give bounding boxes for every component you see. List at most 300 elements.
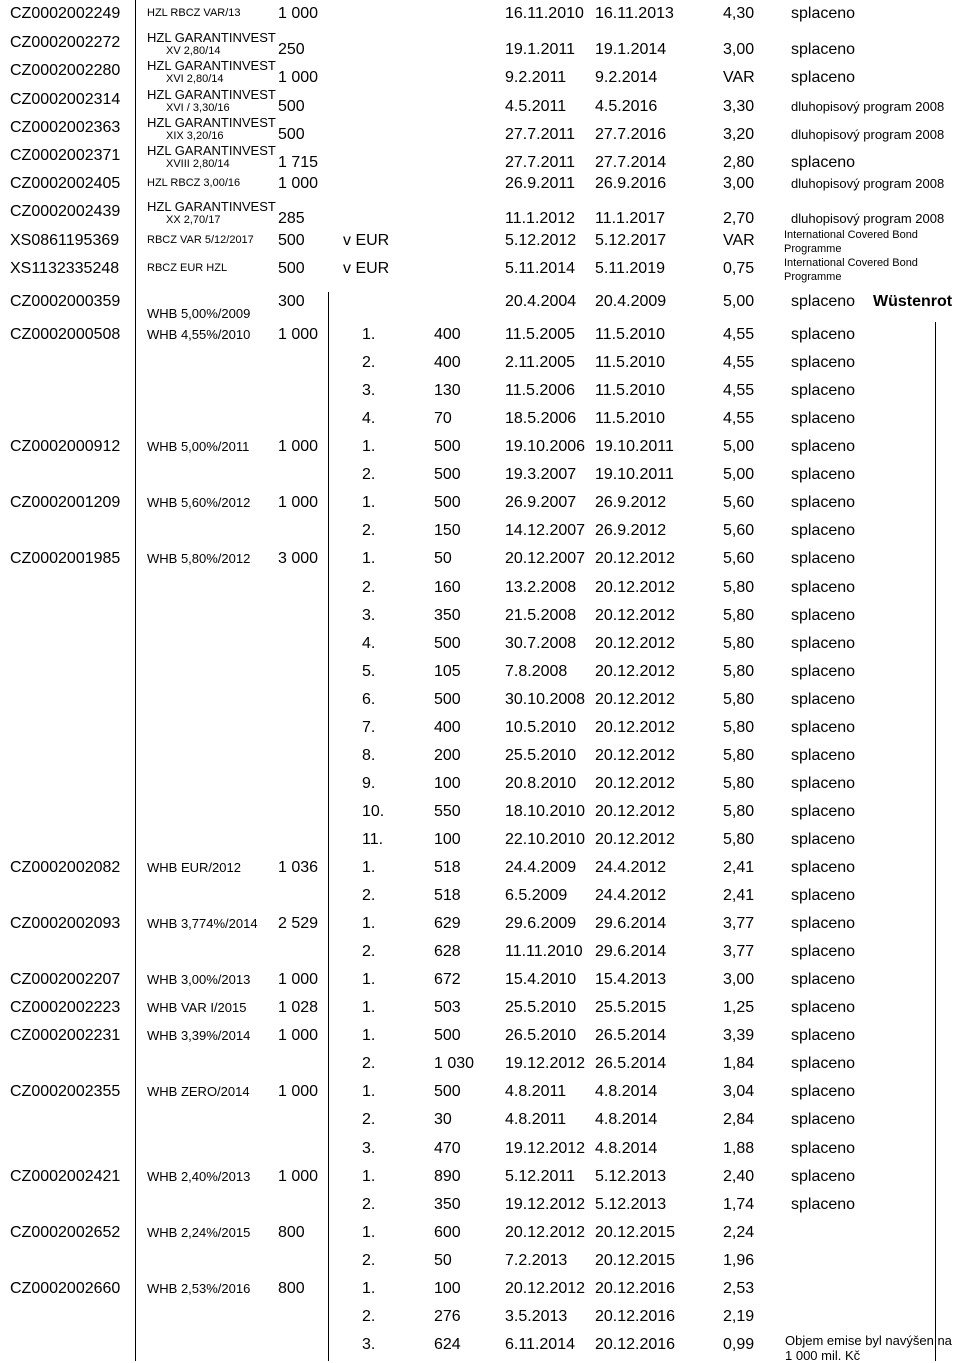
tranche-amount: 200 [434, 747, 461, 764]
coupon-rate: VAR [723, 232, 755, 249]
maturity-date: 11.5.2010 [595, 354, 665, 371]
tranche-number: 1. [362, 1027, 376, 1044]
issue-date: 11.5.2006 [505, 382, 575, 399]
coupon-rate: 5,00 [723, 438, 755, 455]
issue-amount: 1 000 [278, 175, 319, 192]
maturity-date: 16.11.2013 [595, 5, 674, 22]
maturity-date: 15.4.2013 [595, 971, 667, 988]
tranche-amount: 550 [434, 803, 461, 820]
issue-name: XVI / 3,30/16 [166, 102, 230, 114]
issue-date: 6.11.2014 [505, 1336, 575, 1353]
issue-amount: 800 [278, 1224, 305, 1241]
issue-name: RBCZ VAR 5/12/2017 [147, 234, 254, 246]
tranche-amount: 100 [434, 1280, 461, 1297]
maturity-date: 29.6.2014 [595, 943, 667, 960]
tranche-amount: 400 [434, 354, 461, 371]
issue-amount: 1 000 [278, 1083, 319, 1100]
coupon-rate: 3,77 [723, 915, 755, 932]
coupon-rate: 5,80 [723, 635, 755, 652]
coupon-rate: 1,25 [723, 999, 755, 1016]
status-text: International Covered Bond Programme [784, 257, 918, 283]
maturity-date: 4.8.2014 [595, 1140, 658, 1157]
tranche-amount: 276 [434, 1308, 461, 1325]
tranche-amount: 1 030 [434, 1055, 475, 1072]
coupon-rate: 5,80 [723, 719, 755, 736]
issue-amount: 1 036 [278, 859, 319, 876]
issue-amount: 300 [278, 293, 305, 310]
issue-name: WHB ZERO/2014 [147, 1084, 250, 1099]
tranche-amount: 350 [434, 607, 461, 624]
currency: v EUR [343, 260, 390, 277]
tranche-amount: 628 [434, 943, 461, 960]
status-text: International Covered Bond Programme [784, 229, 918, 255]
status-text: splaceno [791, 522, 856, 539]
tranche-number: 3. [362, 382, 376, 399]
maturity-date: 4.8.2014 [595, 1111, 658, 1128]
issue-amount: 500 [278, 260, 305, 277]
issue-date: 25.5.2010 [505, 999, 577, 1016]
coupon-rate: 5,00 [723, 466, 755, 483]
status-text: splaceno [791, 691, 856, 708]
issue-date: 5.11.2014 [505, 260, 575, 277]
issue-name: WHB EUR/2012 [147, 860, 241, 875]
issue-date: 29.6.2009 [505, 915, 577, 932]
issue-date: 7.8.2008 [505, 663, 568, 680]
tranche-number: 1. [362, 1224, 376, 1241]
status-text: splaceno [791, 1140, 856, 1157]
issue-name: WHB 5,60%/2012 [147, 495, 251, 510]
issue-amount: 285 [278, 210, 305, 227]
tranche-amount: 160 [434, 579, 461, 596]
currency: v EUR [343, 232, 390, 249]
issue-date: 18.10.2010 [505, 803, 586, 820]
maturity-date: 20.12.2016 [595, 1308, 676, 1325]
issue-name: HZL GARANTINVEST [147, 199, 276, 214]
tranche-amount: 400 [434, 719, 461, 736]
isin-code: CZ0002002405 [10, 175, 121, 192]
issue-name: WHB VAR I/2015 [147, 1000, 247, 1015]
coupon-rate: 5,80 [723, 579, 755, 596]
isin-code: CZ0002002421 [10, 1168, 121, 1185]
issue-date: 5.12.2011 [505, 1168, 575, 1185]
tranche-number: 11. [362, 831, 384, 848]
tranche-number: 3. [362, 1336, 376, 1353]
issue-name: WHB 2,24%/2015 [147, 1225, 251, 1240]
tranche-amount: 470 [434, 1140, 461, 1157]
maturity-date: 20.12.2012 [595, 691, 676, 708]
issue-amount: 1 000 [278, 494, 319, 511]
coupon-rate: 5,80 [723, 663, 755, 680]
tranche-amount: 500 [434, 691, 461, 708]
isin-code: XS0861195369 [10, 232, 120, 249]
maturity-date: 25.5.2015 [595, 999, 667, 1016]
maturity-date: 20.12.2012 [595, 775, 676, 792]
issue-date: 24.4.2009 [505, 859, 577, 876]
maturity-date: 26.5.2014 [595, 1027, 667, 1044]
issue-date: 27.7.2011 [505, 154, 575, 171]
issue-name: HZL GARANTINVEST [147, 143, 276, 158]
issue-amount: 500 [278, 98, 305, 115]
coupon-rate: 0,75 [723, 260, 755, 277]
tranche-amount: 130 [434, 382, 461, 399]
coupon-rate: 3,77 [723, 943, 755, 960]
maturity-date: 19.10.2011 [595, 466, 674, 483]
maturity-date: 20.12.2012 [595, 803, 676, 820]
status-text: splaceno [791, 5, 856, 22]
coupon-rate: 5,00 [723, 293, 755, 310]
coupon-rate: 3,20 [723, 126, 755, 143]
tranche-number: 1. [362, 859, 376, 876]
coupon-rate: 1,84 [723, 1055, 755, 1072]
status-text: splaceno [791, 915, 856, 932]
status-text: splaceno [791, 999, 856, 1016]
status-text: splaceno [791, 438, 856, 455]
issue-amount: 1 715 [278, 154, 319, 171]
tranche-amount: 500 [434, 438, 461, 455]
issue-name: HZL GARANTINVEST [147, 115, 276, 130]
status-text: splaceno [791, 41, 856, 58]
maturity-date: 11.5.2010 [595, 382, 665, 399]
maturity-date: 5.12.2013 [595, 1168, 667, 1185]
tranche-number: 2. [362, 354, 376, 371]
issue-date: 26.9.2007 [505, 494, 577, 511]
status-text: splaceno [791, 635, 856, 652]
coupon-rate: 3,00 [723, 175, 755, 192]
status-text: splaceno [791, 887, 856, 904]
isin-code: CZ0002002363 [10, 119, 121, 136]
issue-date: 15.4.2010 [505, 971, 577, 988]
maturity-date: 20.12.2012 [595, 579, 676, 596]
tranche-number: 1. [362, 438, 376, 455]
issue-date: 30.10.2008 [505, 691, 586, 708]
section-label: Wüstenrot [873, 293, 953, 310]
tranche-number: 1. [362, 915, 376, 932]
status-text: splaceno [791, 494, 856, 511]
maturity-date: 5.12.2017 [595, 232, 667, 249]
status-text: splaceno [791, 831, 856, 848]
isin-code: CZ0002002355 [10, 1083, 121, 1100]
tranche-number: 6. [362, 691, 376, 708]
issue-name: HZL GARANTINVEST [147, 30, 276, 45]
coupon-rate: 1,74 [723, 1196, 755, 1213]
issue-amount: 1 000 [278, 5, 319, 22]
issue-name: WHB 3,774%/2014 [147, 916, 258, 931]
issue-name: WHB 5,00%/2009 [147, 306, 251, 321]
issue-date: 11.1.2012 [505, 210, 575, 227]
tranche-number: 9. [362, 775, 376, 792]
maturity-date: 26.5.2014 [595, 1055, 667, 1072]
status-text: dluhopisový program 2008 [791, 99, 945, 114]
issue-name: HZL GARANTINVEST [147, 87, 276, 102]
coupon-rate: 2,41 [723, 859, 755, 876]
issue-date: 10.5.2010 [505, 719, 577, 736]
maturity-date: 20.12.2012 [595, 831, 676, 848]
status-text: dluhopisový program 2008 [791, 127, 945, 142]
issue-amount: 800 [278, 1280, 305, 1297]
maturity-date: 19.1.2014 [595, 41, 667, 58]
issue-name: WHB 3,00%/2013 [147, 972, 251, 987]
status-text: splaceno [791, 550, 856, 567]
issue-date: 20.8.2010 [505, 775, 577, 792]
issue-name: XVI 2,80/14 [166, 73, 224, 85]
issue-date: 2.11.2005 [505, 354, 575, 371]
status-note: Objem emise byl navýšen na 1 000 mil. Kč [785, 1333, 952, 1363]
issue-date: 7.2.2013 [505, 1252, 568, 1269]
tranche-number: 1. [362, 1280, 376, 1297]
tranche-number: 2. [362, 1111, 376, 1128]
maturity-date: 4.8.2014 [595, 1083, 658, 1100]
tranche-number: 1. [362, 1083, 376, 1100]
coupon-rate: 4,55 [723, 410, 755, 427]
issue-date: 9.2.2011 [505, 69, 567, 86]
issue-name: WHB 2,40%/2013 [147, 1169, 251, 1184]
issue-date: 19.10.2006 [505, 438, 586, 455]
issue-name: WHB 3,39%/2014 [147, 1028, 251, 1043]
issue-amount: 1 000 [278, 69, 319, 86]
tranche-amount: 100 [434, 775, 461, 792]
isin-code: CZ0002002207 [10, 971, 121, 988]
tranche-number: 5. [362, 663, 376, 680]
column-divider [328, 292, 329, 1361]
isin-code: CZ0002002249 [10, 5, 121, 22]
isin-code: CZ0002002082 [10, 859, 121, 876]
issue-date: 19.1.2011 [505, 41, 575, 58]
tranche-number: 2. [362, 887, 376, 904]
issue-name: WHB 2,53%/2016 [147, 1281, 251, 1296]
status-text: splaceno [791, 69, 856, 86]
issue-date: 11.11.2010 [505, 943, 583, 960]
coupon-rate: 2,41 [723, 887, 755, 904]
tranche-amount: 50 [434, 550, 452, 567]
status-text: splaceno [791, 410, 856, 427]
coupon-rate: 3,39 [723, 1027, 755, 1044]
tranche-amount: 500 [434, 635, 461, 652]
tranche-amount: 624 [434, 1336, 461, 1353]
status-text: splaceno [791, 293, 856, 310]
tranche-number: 7. [362, 719, 376, 736]
maturity-date: 11.1.2017 [595, 210, 665, 227]
maturity-date: 20.12.2012 [595, 747, 676, 764]
tranche-amount: 629 [434, 915, 461, 932]
coupon-rate: 5,60 [723, 550, 755, 567]
tranche-amount: 518 [434, 859, 461, 876]
maturity-date: 26.9.2012 [595, 522, 667, 539]
column-divider [935, 322, 936, 1361]
isin-code: CZ0002001985 [10, 550, 121, 567]
issue-date: 18.5.2006 [505, 410, 577, 427]
maturity-date: 19.10.2011 [595, 438, 674, 455]
coupon-rate: 4,30 [723, 5, 755, 22]
issue-amount: 1 000 [278, 438, 319, 455]
coupon-rate: 2,70 [723, 210, 755, 227]
tranche-amount: 105 [434, 663, 461, 680]
coupon-rate: 5,80 [723, 691, 755, 708]
isin-code: CZ0002002371 [10, 147, 121, 164]
issue-date: 20.12.2012 [505, 1280, 586, 1297]
coupon-rate: 2,53 [723, 1280, 755, 1297]
status-text: splaceno [791, 663, 856, 680]
coupon-rate: 4,55 [723, 354, 755, 371]
tranche-number: 1. [362, 999, 376, 1016]
issue-name: XV 2,80/14 [166, 45, 221, 57]
maturity-date: 20.4.2009 [595, 293, 667, 310]
maturity-date: 29.6.2014 [595, 915, 667, 932]
tranche-amount: 672 [434, 971, 461, 988]
issue-date: 26.9.2011 [505, 175, 575, 192]
tranche-number: 2. [362, 943, 376, 960]
tranche-amount: 890 [434, 1168, 461, 1185]
status-text: splaceno [791, 719, 856, 736]
column-divider [135, 0, 136, 1361]
tranche-number: 2. [362, 466, 376, 483]
tranche-number: 1. [362, 494, 376, 511]
coupon-rate: 1,96 [723, 1252, 755, 1269]
issue-date: 19.12.2012 [505, 1140, 586, 1157]
issue-date: 22.10.2010 [505, 831, 586, 848]
maturity-date: 24.4.2012 [595, 859, 667, 876]
issue-date: 6.5.2009 [505, 887, 568, 904]
tranche-amount: 50 [434, 1252, 452, 1269]
issue-date: 25.5.2010 [505, 747, 577, 764]
status-text: splaceno [791, 326, 856, 343]
issue-name: RBCZ EUR HZL [147, 262, 228, 274]
status-text: splaceno [791, 1196, 856, 1213]
coupon-rate: VAR [723, 69, 755, 86]
tranche-amount: 500 [434, 466, 461, 483]
maturity-date: 4.5.2016 [595, 98, 658, 115]
issue-name: HZL GARANTINVEST [147, 58, 276, 73]
issue-amount: 1 028 [278, 999, 319, 1016]
status-text: splaceno [791, 803, 856, 820]
issue-date: 4.8.2011 [505, 1111, 567, 1128]
tranche-number: 1. [362, 550, 376, 567]
maturity-date: 9.2.2014 [595, 69, 658, 86]
maturity-date: 5.11.2019 [595, 260, 665, 277]
isin-code: CZ0002002093 [10, 915, 121, 932]
issue-date: 20.12.2012 [505, 1224, 586, 1241]
tranche-number: 3. [362, 607, 376, 624]
maturity-date: 24.4.2012 [595, 887, 667, 904]
maturity-date: 20.12.2012 [595, 719, 676, 736]
coupon-rate: 4,55 [723, 326, 755, 343]
tranche-amount: 600 [434, 1224, 461, 1241]
tranche-amount: 500 [434, 494, 461, 511]
status-text: splaceno [791, 747, 856, 764]
maturity-date: 20.12.2012 [595, 663, 676, 680]
maturity-date: 20.12.2015 [595, 1252, 676, 1269]
tranche-number: 2. [362, 522, 376, 539]
issue-name: WHB 5,00%/2011 [147, 439, 250, 454]
issue-amount: 1 000 [278, 971, 319, 988]
issue-name: HZL RBCZ VAR/13 [147, 7, 241, 19]
status-text: splaceno [791, 607, 856, 624]
status-text: splaceno [791, 859, 856, 876]
status-text: dluhopisový program 2008 [791, 211, 945, 226]
maturity-date: 11.5.2010 [595, 326, 665, 343]
tranche-number: 1. [362, 326, 376, 343]
tranche-amount: 518 [434, 887, 461, 904]
tranche-number: 4. [362, 410, 376, 427]
coupon-rate: 5,80 [723, 831, 755, 848]
coupon-rate: 5,80 [723, 607, 755, 624]
tranche-number: 10. [362, 803, 385, 820]
issue-name: XVIII 2,80/14 [166, 158, 230, 170]
maturity-date: 5.12.2013 [595, 1196, 667, 1213]
coupon-rate: 2,40 [723, 1168, 755, 1185]
coupon-rate: 5,60 [723, 494, 755, 511]
issue-amount: 1 000 [278, 1027, 319, 1044]
isin-code: CZ0002000508 [10, 326, 121, 343]
issue-amount: 1 000 [278, 1168, 319, 1185]
status-text: splaceno [791, 943, 856, 960]
coupon-rate: 5,80 [723, 775, 755, 792]
status-text: splaceno [791, 154, 856, 171]
coupon-rate: 2,24 [723, 1224, 755, 1241]
coupon-rate: 5,60 [723, 522, 755, 539]
tranche-amount: 30 [434, 1111, 452, 1128]
maturity-date: 27.7.2014 [595, 154, 667, 171]
tranche-amount: 100 [434, 831, 461, 848]
status-text: splaceno [791, 382, 856, 399]
maturity-date: 20.12.2015 [595, 1224, 676, 1241]
issue-name: WHB 4,55%/2010 [147, 327, 251, 342]
maturity-date: 11.5.2010 [595, 410, 665, 427]
status-text: splaceno [791, 1083, 856, 1100]
issue-date: 16.11.2010 [505, 5, 584, 22]
isin-code: CZ0002002280 [10, 62, 121, 79]
coupon-rate: 5,80 [723, 747, 755, 764]
issue-date: 4.8.2011 [505, 1083, 567, 1100]
tranche-number: 2. [362, 1196, 376, 1213]
coupon-rate: 0,99 [723, 1336, 755, 1353]
coupon-rate: 3,04 [723, 1083, 755, 1100]
tranche-number: 2. [362, 1252, 376, 1269]
isin-code: CZ0002002652 [10, 1224, 121, 1241]
isin-code: CZ0002002272 [10, 34, 121, 51]
tranche-number: 1. [362, 971, 376, 988]
issue-date: 20.12.2007 [505, 550, 586, 567]
maturity-date: 26.9.2012 [595, 494, 667, 511]
status-text: dluhopisový program 2008 [791, 176, 945, 191]
maturity-date: 20.12.2012 [595, 607, 676, 624]
issue-name: WHB 5,80%/2012 [147, 551, 251, 566]
issue-date: 20.4.2004 [505, 293, 577, 310]
coupon-rate: 1,88 [723, 1140, 755, 1157]
tranche-amount: 500 [434, 1083, 461, 1100]
issue-amount: 3 000 [278, 550, 319, 567]
isin-code: CZ0002002660 [10, 1280, 121, 1297]
tranche-number: 1. [362, 1168, 376, 1185]
status-text: splaceno [791, 775, 856, 792]
issue-amount: 500 [278, 126, 305, 143]
isin-code: CZ0002001209 [10, 494, 121, 511]
maturity-date: 20.12.2012 [595, 550, 676, 567]
issue-date: 19.12.2012 [505, 1055, 586, 1072]
issue-date: 19.12.2012 [505, 1196, 586, 1213]
status-text: splaceno [791, 354, 856, 371]
tranche-number: 2. [362, 1308, 376, 1325]
issue-amount: 1 000 [278, 326, 319, 343]
isin-code: CZ0002000359 [10, 293, 121, 310]
maturity-date: 20.12.2016 [595, 1280, 676, 1297]
coupon-rate: 3,00 [723, 971, 755, 988]
isin-code: CZ0002002223 [10, 999, 121, 1016]
tranche-number: 8. [362, 747, 376, 764]
issue-date: 19.3.2007 [505, 466, 577, 483]
isin-code: XS1132335248 [10, 260, 120, 277]
tranche-number: 3. [362, 1140, 376, 1157]
issue-date: 5.12.2012 [505, 232, 577, 249]
